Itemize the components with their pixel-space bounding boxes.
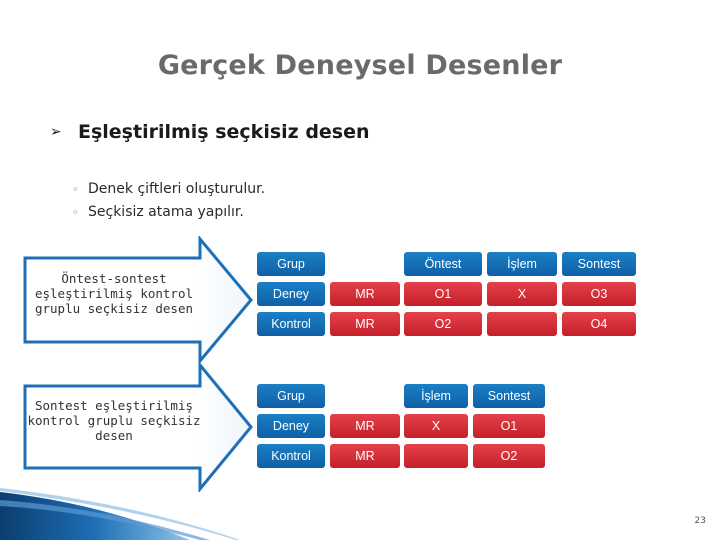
table1-header-islem: İşlem — [487, 252, 557, 276]
arrow-label-line: desen — [95, 428, 133, 443]
circle-bullet-icon: ◦ — [72, 183, 79, 196]
table1-header-ontest: Öntest — [404, 252, 482, 276]
main-bullet — [50, 121, 370, 143]
table2-row-deney-grup: Deney — [257, 414, 325, 438]
table1-row-kontrol-islem — [487, 312, 557, 336]
table2-row-kontrol-sontest: O2 — [473, 444, 545, 468]
arrow-label-line: Öntest-sontest — [61, 271, 167, 286]
arrow-label-line: eşleştirilmiş kontrol — [34, 286, 194, 301]
arrow-label-line: kontrol gruplu seçkisiz — [27, 413, 201, 428]
table1-row-kontrol-grup: Kontrol — [257, 312, 325, 336]
table1-row-deney-ontest: O1 — [404, 282, 482, 306]
arrow-label-2 — [26, 398, 202, 443]
arrow-label-1 — [26, 271, 202, 316]
table1-row-deney-sontest: O3 — [562, 282, 636, 306]
table1-row-deney-grup: Deney — [257, 282, 325, 306]
table1-row-deney-mr: MR — [330, 282, 400, 306]
sub-bullet-item — [72, 201, 265, 224]
table1-header-sontest: Sontest — [562, 252, 636, 276]
table2-header-grup: Grup — [257, 384, 325, 408]
table2-row-kontrol-mr: MR — [330, 444, 400, 468]
arrow-bullet-icon: ➢ — [50, 124, 62, 140]
arrow-label-line: gruplu seçkisiz desen — [34, 301, 194, 316]
sub-bullet-text: Seçkisiz atama yapılır. — [88, 204, 244, 220]
table2-header-islem: İşlem — [404, 384, 468, 408]
table2-row-deney-sontest: O1 — [473, 414, 545, 438]
arrow-label-line: Sontest eşleştirilmiş — [34, 398, 194, 413]
table2-header-sontest: Sontest — [473, 384, 545, 408]
table1-row-deney-islem: X — [487, 282, 557, 306]
table1-header-grup: Grup — [257, 252, 325, 276]
table2-row-kontrol-grup: Kontrol — [257, 444, 325, 468]
sub-bullet-text: Denek çiftleri oluşturulur. — [88, 181, 266, 197]
main-bullet-text: Eşleştirilmiş seçkisiz desen — [78, 121, 370, 143]
table1-row-kontrol-sontest: O4 — [562, 312, 636, 336]
page-number: 23 — [694, 516, 706, 526]
table1-row-kontrol-ontest: O2 — [404, 312, 482, 336]
sub-bullet-item — [72, 178, 265, 201]
corner-swoosh-decoration — [0, 450, 720, 540]
slide-title: Gerçek Deneysel Desenler — [157, 50, 563, 81]
table2-row-deney-mr: MR — [330, 414, 400, 438]
table1-row-kontrol-mr: MR — [330, 312, 400, 336]
table2-row-deney-islem: X — [404, 414, 468, 438]
circle-bullet-icon: ◦ — [72, 206, 79, 219]
sub-bullet-list — [72, 178, 265, 224]
